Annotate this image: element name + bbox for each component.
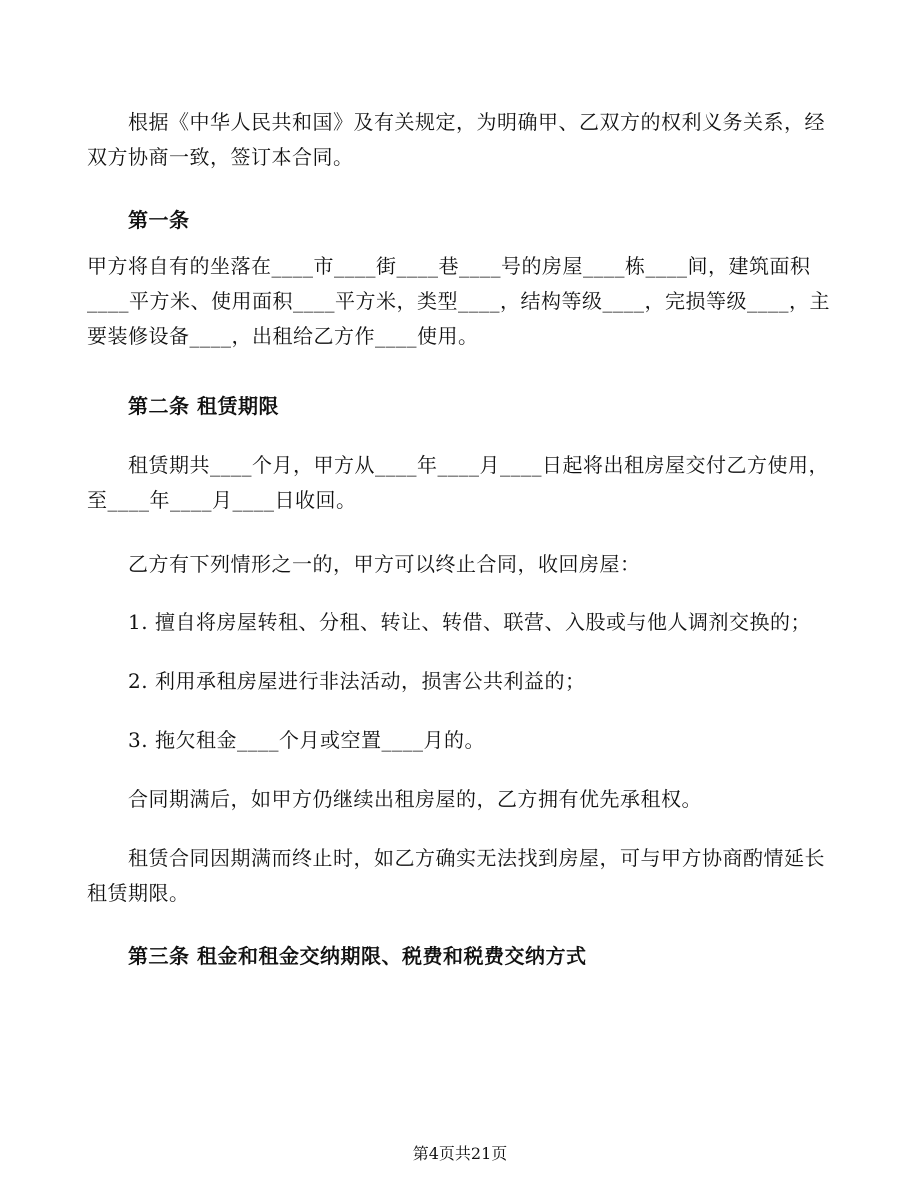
termination-intro: 乙方有下列情形之一的，甲方可以终止合同，收回房屋： (128, 552, 641, 576)
termination-item-3: 3. 拖欠租金____个月或空置____月的。 (128, 728, 485, 752)
article-2-heading: 第二条 租赁期限 (128, 394, 279, 418)
renewal-priority-paragraph: 合同期满后，如甲方仍继续出租房屋的，乙方拥有优先承租权。 (128, 787, 702, 811)
extension-paragraph: 租赁合同因期满而终止时，如乙方确实无法找到房屋，可与甲方协商酌情延长租赁期限。 (87, 846, 825, 905)
article-2-term-paragraph: 租赁期共____个月，甲方从____年____月____日起将出租房屋交付乙方使用，至____年____月____日收回。 (87, 453, 829, 512)
page-number: 第4页共21页 (412, 1144, 508, 1163)
termination-item-1: 1. 擅自将房屋转租、分租、转让、转借、联营、入股或与他人调剂交换的； (128, 610, 811, 634)
termination-item-2: 2. 利用承租房屋进行非法活动，损害公共利益的； (128, 669, 586, 693)
intro-paragraph: 根据《中华人民共和国》及有关规定，为明确甲、乙双方的权利义务关系，经双方协商一致，签订本合同。 (87, 110, 825, 169)
article-1-heading: 第一条 (128, 208, 190, 232)
article-1-body: 甲方将自有的坐落在____市____街____巷____号的房屋____栋____间，建筑面积____平方米、使用面积____平方米，类型____，结构等级____，完损等级____，主要装修设备____，出租给乙方作____使用。 (87, 254, 830, 348)
article-3-heading: 第三条 租金和租金交纳期限、税费和税费交纳方式 (128, 944, 587, 968)
